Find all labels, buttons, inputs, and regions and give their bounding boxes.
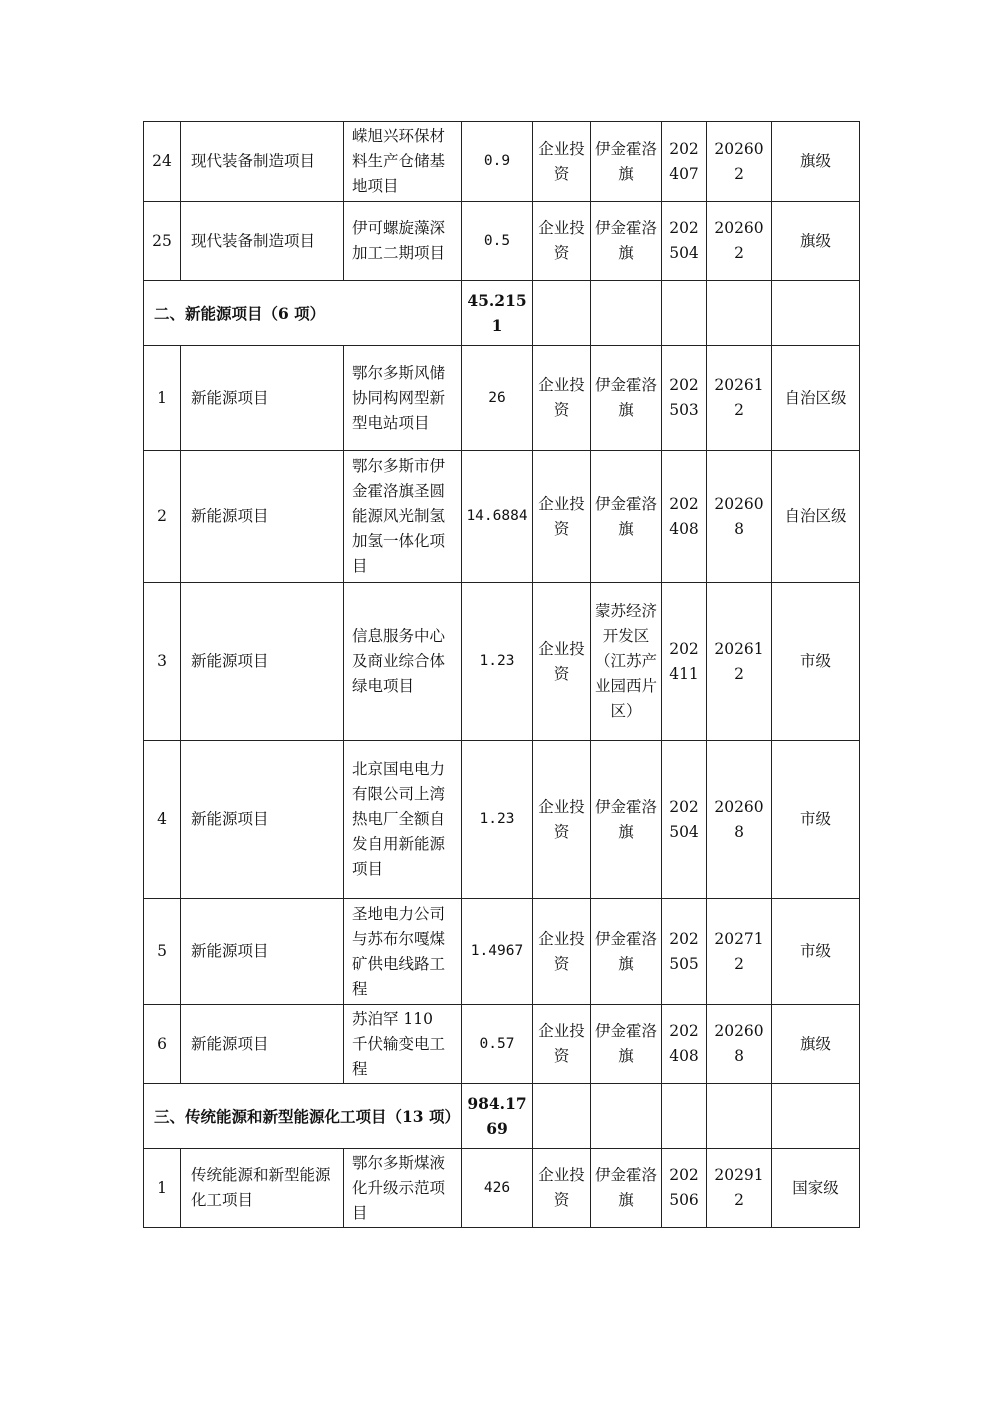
- investment-amount: 26: [462, 346, 533, 451]
- investment-amount: 1.23: [462, 741, 533, 899]
- project-name: 信息服务中心及商业综合体绿电项目: [344, 583, 462, 741]
- investment-nature: 企业投资: [533, 122, 591, 202]
- investment-nature: 企业投资: [533, 899, 591, 1005]
- project-level: 市级: [772, 899, 860, 1005]
- project-level: 旗级: [772, 202, 860, 281]
- investment-nature: 企业投资: [533, 583, 591, 741]
- end-date: 202602: [707, 122, 772, 202]
- investment-nature: 企业投资: [533, 741, 591, 899]
- project-name: 鄂尔多斯煤液化升级示范项目: [344, 1149, 462, 1228]
- project-name: 圣地电力公司与苏布尔嘎煤矿供电线路工程: [344, 899, 462, 1005]
- row-number: 6: [144, 1005, 181, 1084]
- project-name: 鄂尔多斯市伊金霍洛旗圣圆能源风光制氢加氢一体化项目: [344, 451, 462, 583]
- start-date: 202408: [662, 1005, 707, 1084]
- table-row: [144, 1149, 860, 1228]
- project-level: 自治区级: [772, 346, 860, 451]
- table-row: [144, 202, 860, 281]
- row-number: 3: [144, 583, 181, 741]
- section-title: 三、传统能源和新型能源化工项目（13 项）: [144, 1084, 462, 1149]
- project-category: 新能源项目: [181, 583, 344, 741]
- table-row: [144, 346, 860, 451]
- row-number: 4: [144, 741, 181, 899]
- project-name: 北京国电电力有限公司上湾热电厂全额自发自用新能源项目: [344, 741, 462, 899]
- table-row: [144, 451, 860, 583]
- project-category: 现代装备制造项目: [181, 122, 344, 202]
- table-row: [144, 583, 860, 741]
- investment-nature: 企业投资: [533, 1149, 591, 1228]
- project-level: 旗级: [772, 1005, 860, 1084]
- project-location: 伊金霍洛旗: [591, 1005, 662, 1084]
- row-number: 5: [144, 899, 181, 1005]
- section-investment: 45.2151: [462, 281, 533, 346]
- table-row: [144, 122, 860, 202]
- project-category: 现代装备制造项目: [181, 202, 344, 281]
- section-row: [144, 1084, 860, 1149]
- project-level: 旗级: [772, 122, 860, 202]
- investment-amount: 0.9: [462, 122, 533, 202]
- project-level: 自治区级: [772, 451, 860, 583]
- row-number: 1: [144, 1149, 181, 1228]
- project-category: 新能源项目: [181, 1005, 344, 1084]
- start-date: 202408: [662, 451, 707, 583]
- investment-amount: 14.6884: [462, 451, 533, 583]
- investment-amount: 1.4967: [462, 899, 533, 1005]
- project-level: 市级: [772, 583, 860, 741]
- project-category: 传统能源和新型能源化工项目: [181, 1149, 344, 1228]
- project-level: 市级: [772, 741, 860, 899]
- project-location: 伊金霍洛旗: [591, 346, 662, 451]
- project-name: 鄂尔多斯风储协同构网型新型电站项目: [344, 346, 462, 451]
- end-date: 202912: [707, 1149, 772, 1228]
- section-title: 二、新能源项目（6 项）: [144, 281, 462, 346]
- row-number: 2: [144, 451, 181, 583]
- project-name: 伊可螺旋藻深加工二期项目: [344, 202, 462, 281]
- project-category: 新能源项目: [181, 346, 344, 451]
- end-date: 202602: [707, 202, 772, 281]
- investment-amount: 426: [462, 1149, 533, 1228]
- project-name: 苏泊罕 110 千伏输变电工程: [344, 1005, 462, 1084]
- investment-nature: 企业投资: [533, 451, 591, 583]
- end-date: 202612: [707, 583, 772, 741]
- row-number: 24: [144, 122, 181, 202]
- start-date: 202407: [662, 122, 707, 202]
- project-location: 伊金霍洛旗: [591, 122, 662, 202]
- table-row: [144, 899, 860, 1005]
- start-date: 202504: [662, 202, 707, 281]
- start-date: 202505: [662, 899, 707, 1005]
- project-level: 国家级: [772, 1149, 860, 1228]
- end-date: 202608: [707, 451, 772, 583]
- project-location: 蒙苏经济开发区（江苏产业园西片区）: [591, 583, 662, 741]
- investment-amount: 1.23: [462, 583, 533, 741]
- row-number: 1: [144, 346, 181, 451]
- project-location: 伊金霍洛旗: [591, 741, 662, 899]
- investment-nature: 企业投资: [533, 346, 591, 451]
- project-location: 伊金霍洛旗: [591, 899, 662, 1005]
- investment-amount: 0.5: [462, 202, 533, 281]
- start-date: 202503: [662, 346, 707, 451]
- end-date: 202712: [707, 899, 772, 1005]
- project-name: 嵘旭兴环保材料生产仓储基地项目: [344, 122, 462, 202]
- section-row: [144, 281, 860, 346]
- start-date: 202506: [662, 1149, 707, 1228]
- project-location: 伊金霍洛旗: [591, 1149, 662, 1228]
- end-date: 202608: [707, 741, 772, 899]
- project-table: [143, 121, 860, 1228]
- investment-nature: 企业投资: [533, 202, 591, 281]
- end-date: 202612: [707, 346, 772, 451]
- project-category: 新能源项目: [181, 741, 344, 899]
- section-investment: 984.1769: [462, 1084, 533, 1149]
- investment-amount: 0.57: [462, 1005, 533, 1084]
- end-date: 202608: [707, 1005, 772, 1084]
- table-row: [144, 741, 860, 899]
- project-category: 新能源项目: [181, 899, 344, 1005]
- project-category: 新能源项目: [181, 451, 344, 583]
- row-number: 25: [144, 202, 181, 281]
- investment-nature: 企业投资: [533, 1005, 591, 1084]
- project-location: 伊金霍洛旗: [591, 451, 662, 583]
- project-location: 伊金霍洛旗: [591, 202, 662, 281]
- table-row: [144, 1005, 860, 1084]
- start-date: 202504: [662, 741, 707, 899]
- start-date: 202411: [662, 583, 707, 741]
